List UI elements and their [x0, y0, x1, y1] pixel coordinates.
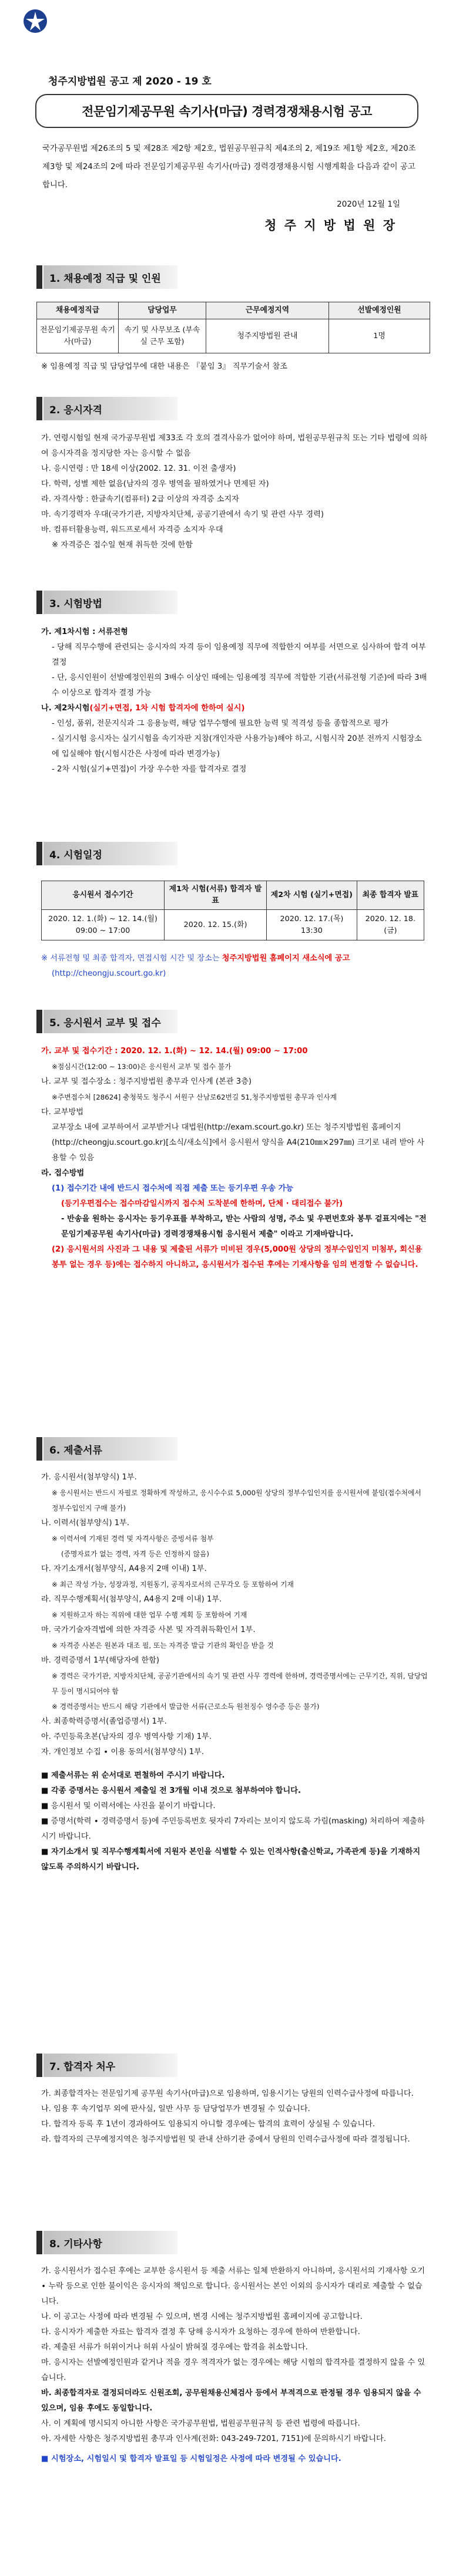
list-item: ※ 응시원서는 반드시 자필로 정확하게 작성하고, 응시수수료 5,000원 상당의 정부수입인지를 응시원서에 붙임(접수처에서 정부수입인지 구매 불가): [52, 1489, 421, 1512]
section-1-note: ※ 임용예정 직급 및 담당업무에 대한 내용은 『붙임 3』 직무기술서 참조: [41, 362, 287, 371]
table-header: 제1차 시험(서류) 합격자 발표: [165, 881, 267, 910]
table-cell: 2020. 12. 1.(화) ~ 12. 14.(월) 09:00 ~ 17:00: [42, 910, 165, 940]
list-item: ※ 이력서에 기재된 경력 및 자격사항은 증빙서류 첨부: [52, 1535, 214, 1543]
section-heading-3: 3. 시험방법: [36, 591, 177, 614]
list-item: ※ 지원하고자 하는 직위에 대한 업무 수행 계획 등 포함하여 기재: [52, 1611, 247, 1619]
court-emblem-icon: [22, 8, 48, 34]
schedule-table: [41, 881, 424, 940]
list-item: 가. 최종합격자는 전문임기제 공무원 속기사(마급)으로 임용하며, 임용시기는 당원의 인력수급사정에 따릅니다.: [41, 2089, 414, 2098]
table-header: 제2차 시험 (실기+면접): [267, 881, 357, 910]
section-4-note: ※ 서류전형 및 최종 합격자, 면접시험 시간 및 장소는 청주지방법원 홈페이지 새소식에 공고 (http://cheongju.scourt.go.kr): [41, 951, 429, 982]
table-cell: 전문임기제공무원 속기사(마급): [37, 319, 119, 353]
list-item: 나. 응시연령 : 만 18세 이상(2002. 12. 31. 이전 출생자): [41, 464, 236, 473]
final-note: ■ 시험장소, 시험일시 및 합격자 발표일 등 시험일정은 사정에 따라 변경될 수 있습니다.: [41, 2454, 341, 2463]
table-header: 응시원서 접수기간: [42, 881, 165, 910]
table-cell: 속기 및 사무보조 (부속실 근무 포함): [119, 319, 206, 353]
list-item: 다. 학력, 성별 제한 없음(남자의 경우 병역을 필하였거나 면제된 자): [41, 480, 269, 488]
list-item: 아. 주민등록초본(남자의 경우 병역사항 기재) 1부.: [41, 1732, 212, 1741]
list-item: ※ 경력은 국가기관, 지방자치단체, 공공기관에서의 속기 및 관련 사무 경력에 한하며, 경력증명서에는 근무기간, 직위, 담당업무 등이 명시되어야 함: [52, 1672, 428, 1695]
list-item: ■ 각종 증명서는 응시원서 제출일 전 3개월 이내 것으로 첨부하여야 합니다.: [41, 1786, 301, 1795]
subheading: 나. 제2차시험(실기+면접, 1차 시험 합격자에 한하여 실시): [41, 704, 245, 713]
list-item: 가. 응시원서가 접수된 후에는 교부한 응시원서 등 제출 서류는 일체 반환하지 아니하며, 응시원서의 기재사항 오기 ∙ 누락 등으로 인한 불이익은 응시자의 책임으로 합니다. 응시원서는 본인 이외의 응시자가 대리로 제출할 수 없습니다.: [41, 2267, 425, 2306]
table-header: 담당업무: [119, 302, 206, 319]
list-item: 다. 응시자가 제출한 자료는 합격자 결정 후 당해 응시자가 요청하는 경우에 한하여 반환합니다.: [41, 2328, 360, 2336]
list-item: (등기우편접수는 접수마감일시까지 접수처 도착분에 한하며, 단체 ∙ 대리접수 불가): [61, 1199, 343, 1208]
subheading: 나. 교부 및 접수장소 : 청주지방법원 총무과 인사계 (본관 3층): [41, 1077, 252, 1086]
list-item: 사. 이 계획에 명시되지 아니한 사항은 국가공무원법, 법원공무원규칙 등 관련 법령에 따릅니다.: [41, 2419, 360, 2428]
list-item: 아. 자세한 사항은 청주지방법원 총무과 인사계(전화: 043-249-7201, 7151)에 문의하시기 바랍니다.: [41, 2435, 386, 2443]
list-item: 가. 연령시험일 현재 국가공무원법 제33조 각 호의 결격사유가 없어야 하며, 법원공무원규칙 또는 기타 법령에 의하여 응시자격을 정지당한 자는 응시할 수 없음: [41, 434, 428, 458]
subheading: 가. 교부 및 접수기간 : 2020. 12. 1.(화) ~ 12. 14.(월) 09:00 ~ 17:00: [41, 1047, 308, 1056]
list-item: 나. 이력서(첨부양식) 1부.: [41, 1519, 130, 1528]
list-item: 사. 최종학력증명서(졸업증명서) 1부.: [41, 1717, 167, 1726]
list-item: ※ 자격증은 접수일 현재 취득한 것에 한함: [52, 541, 193, 549]
list-item: 라. 자격사항 : 한글속기(컴퓨터) 2급 이상의 자격증 소지자: [41, 495, 239, 504]
list-item: 라. 직무수행계획서(첨부양식, A4용지 2매 이내) 1부.: [41, 1595, 222, 1604]
table-header: 채용예정직급: [37, 302, 119, 319]
list-item: - 2차 시험(실기+면접)이 가장 우수한 자를 합격자로 결정: [52, 765, 247, 774]
list-item: ※ 최근 작성 가능, 성장과정, 지원동기, 공직자로서의 근무각오 등 포함하여 기재: [52, 1580, 294, 1589]
section-heading-7: 7. 합격자 처우: [36, 2054, 177, 2077]
section-heading-8: 8. 기타사항: [36, 2231, 177, 2254]
intro-text: 국가공무원법 제26조의 5 및 제28조 제2항 제2호, 법원공무원규칙 제4조의 2, 제19조 제1항 제2호, 제20조 제3항 및 제24조의 2에 따라 전문임기제공무원 속기사(마급) 경력경쟁채용시험 시행계획을 다음과 같이 공고합니다.: [42, 144, 416, 190]
list-item: - 실기시험 응시자는 실기시험을 속기자판 지참(개인자판 사용가능)해야 하고, 시험시작 20분 전까지 시험장소에 입실해야 함(시험시간은 사정에 따라 변경가능): [52, 734, 422, 758]
table-header: 선발예정인원: [329, 302, 430, 319]
list-item: ■ 증명서(학력 ∙ 경력증명서 등)에 주민등록번호 뒷자리 7자리는 보이지 않도록 가림(masking) 처리하여 제출하시기 바랍니다.: [41, 1817, 425, 1841]
court-name: 청 주 지 방 법 원 장: [264, 218, 397, 232]
list-item: ■ 응시원서 및 이력서에는 사진을 붙이기 바랍니다.: [41, 1802, 216, 1810]
table-header: 최종 합격자 발표: [357, 881, 424, 910]
list-item: ※ 경력증명서는 반드시 해당 기관에서 발급한 서류(근로소득 원천징수 영수증 등은 불가): [52, 1702, 320, 1711]
notice-title-box: [35, 94, 418, 128]
list-item: ■ 제출서류는 위 순서대로 편철하여 주시기 바랍니다.: [41, 1771, 225, 1780]
section-heading-6: 6. 제출서류: [36, 1437, 177, 1461]
section-2-body: [41, 431, 429, 553]
list-item: 바. 경력증명서 1부(해당자에 한함): [41, 1656, 160, 1665]
list-item: ※ 자격증 사본은 원본과 대조 필, 또는 자격증 발급 기관의 확인을 받을 것: [52, 1641, 274, 1650]
list-item: ※주변접수처 [28624] 충청북도 청주시 서원구 산남로62번길 51,청주지방법원 총무과 인사계: [52, 1093, 337, 1101]
list-item: 자. 개인정보 수집 ∙ 이용 동의서(첨부양식) 1부.: [41, 1748, 204, 1756]
list-item: 마. 속기경력자 우대(국가기관, 지방자치단체, 공공기관에서 속기 및 관련 사무 경력): [41, 510, 324, 519]
list-item: ※점심시간(12:00 ~ 13:00)은 응시원서 교부 및 접수 불가: [52, 1063, 232, 1071]
list-item: - 인성, 품위, 전문지식과 그 응용능력, 해당 업무수행에 필요한 능력 및 적격성 등을 종합적으로 평가: [52, 719, 388, 728]
list-item: 가. 응시원서(첨부양식) 1부.: [41, 1473, 137, 1482]
subheading: 라. 접수방법: [41, 1169, 85, 1178]
list-item: 라. 제출된 서류가 허위이거나 허위 사실이 밝혀질 경우에는 합격을 취소합니다.: [41, 2343, 308, 2352]
recruitment-table: [36, 302, 430, 353]
list-item: ■ 자기소개서 및 직무수행계획서에 지원자 본인을 식별할 수 있는 인적사항(출신학교, 가족관계 등)을 기재하지 않도록 주의하시기 바랍니다.: [41, 1847, 421, 1872]
list-item: (증명자료가 없는 경력, 자격 등은 인정하지 않음): [61, 1550, 209, 1558]
list-item: - 당해 직무수행에 관련되는 응시자의 자격 등이 임용예정 직무에 적합한지 여부를 서면으로 심사하여 합격 여부 결정: [52, 643, 426, 667]
section-6-body: [41, 1470, 429, 1875]
list-item: - 단, 응시인원이 선발예정인원의 3배수 이상인 때에는 임용예정 직무에 적합한 기관(서류전형 기준)에 따라 3배수 이상으로 합격자 결정 가능: [52, 673, 427, 697]
section-5-body: [41, 1044, 429, 1273]
list-item: (2) 응시원서의 사진과 그 내용 및 제출된 서류가 미비된 경우(5,000원 상당의 정부수입인지 미첨부, 회신용 봉투 없는 경우 등)에는 접수하지 아니하고, 응시원서가 접수된 후에는 기재사항을 임의 변경할 수 없습니다.: [52, 1245, 423, 1269]
table-cell: 2020. 12. 15.(화): [165, 910, 267, 940]
table-cell: 2020. 12. 17.(목) 13:30: [267, 910, 357, 940]
list-item: - 반송을 원하는 응시자는 등기우표를 부착하고, 받는 사람의 성명, 주소 및 우편번호와 봉투 겉표지에는 "전문임기제공무원 속기사(마급) 경력경쟁채용시험 응시원서 제출" 이라고 기재바랍니다.: [61, 1215, 427, 1239]
section-heading-4: 4. 시험일정: [36, 842, 177, 865]
section-8-body: [41, 2264, 429, 2467]
list-item: 다. 자기소개서(첨부양식, A4용지 2매 이내) 1부.: [41, 1565, 207, 1573]
subheading: 가. 제1차시험 : 서류전형: [41, 628, 128, 636]
table-header: 근무예정지역: [206, 302, 329, 319]
section-heading-2: 2. 응시자격: [36, 397, 177, 420]
subheading: 다. 교부방법: [41, 1108, 84, 1117]
table-cell: 청주지방법원 관내: [206, 319, 329, 353]
list-item: 바. 컴퓨터활용능력, 워드프로세서 자격증 소지자 우대: [41, 525, 223, 534]
list-item: 마. 응시자는 선발예정인원과 같거나 적을 경우 적격자가 없는 경우에는 해당 시험의 합격자를 결정하지 않을 수 있습니다.: [41, 2358, 425, 2382]
notice-title: 전문임기제공무원 속기사(마급) 경력경쟁채용시험 공고: [82, 104, 372, 119]
notice-date: 2020년 12월 1일: [337, 200, 400, 209]
section-heading-1: 1. 채용예정 직급 및 인원: [36, 265, 177, 289]
notice-number: 청주지방법원 공고 제 2020 - 19 호: [48, 76, 212, 87]
table-cell: 2020. 12. 18.(금): [357, 910, 424, 940]
list-item: 라. 합격자의 근무예정지역은 청주지방법원 및 관내 산하기관 중에서 당원의 인력수급사정에 따라 결정됩니다.: [41, 2135, 410, 2144]
list-item: (1) 접수기간 내에 반드시 접수처에 직접 제출 또는 등기우편 우송 가능: [52, 1184, 294, 1193]
list-item: 다. 합격자 등록 후 1년이 경과하여도 임용되지 아니할 경우에는 합격의 효력이 상실될 수 있습니다.: [41, 2120, 376, 2129]
list-item: 나. 임용 후 속기업무 외에 판사실, 일반 사무 등 담당업무가 변경될 수 있습니다.: [41, 2105, 310, 2113]
list-item: 마. 국가기술자격법에 의한 자격증 사본 및 자격취득확인서 1부.: [41, 1626, 256, 1634]
list-item: 나. 이 공고는 사정에 따라 변경될 수 있으며, 변경 시에는 청주지방법원 홈페이지에 공고합니다.: [41, 2312, 363, 2321]
section-7-body: [41, 2086, 429, 2147]
section-heading-5: 5. 응시원서 교부 및 접수: [36, 1010, 177, 1033]
section-3-body: [41, 625, 429, 777]
list-item: 교부장소 내에 교부하여서 교부받거나 대법원(http://exam.scourt.go.kr) 또는 청주지방법원 홈페이지(http://cheongju.scourt.go.kr)[소식/새소식]에서 응시원서 양식을 A4(210㎜×297㎜) 크기로 내려 받아 사용할 수 있음: [52, 1123, 425, 1162]
list-item: 바. 최종합격자로 결정되더라도 신원조회, 공무원채용신체검사 등에서 부적격으로 판정될 경우 임용되지 않을 수 있으며, 임용 후에도 동일합니다.: [41, 2389, 421, 2413]
table-cell: 1명: [329, 319, 430, 353]
court-homepage-link[interactable]: (http://cheongju.scourt.go.kr): [52, 969, 166, 978]
